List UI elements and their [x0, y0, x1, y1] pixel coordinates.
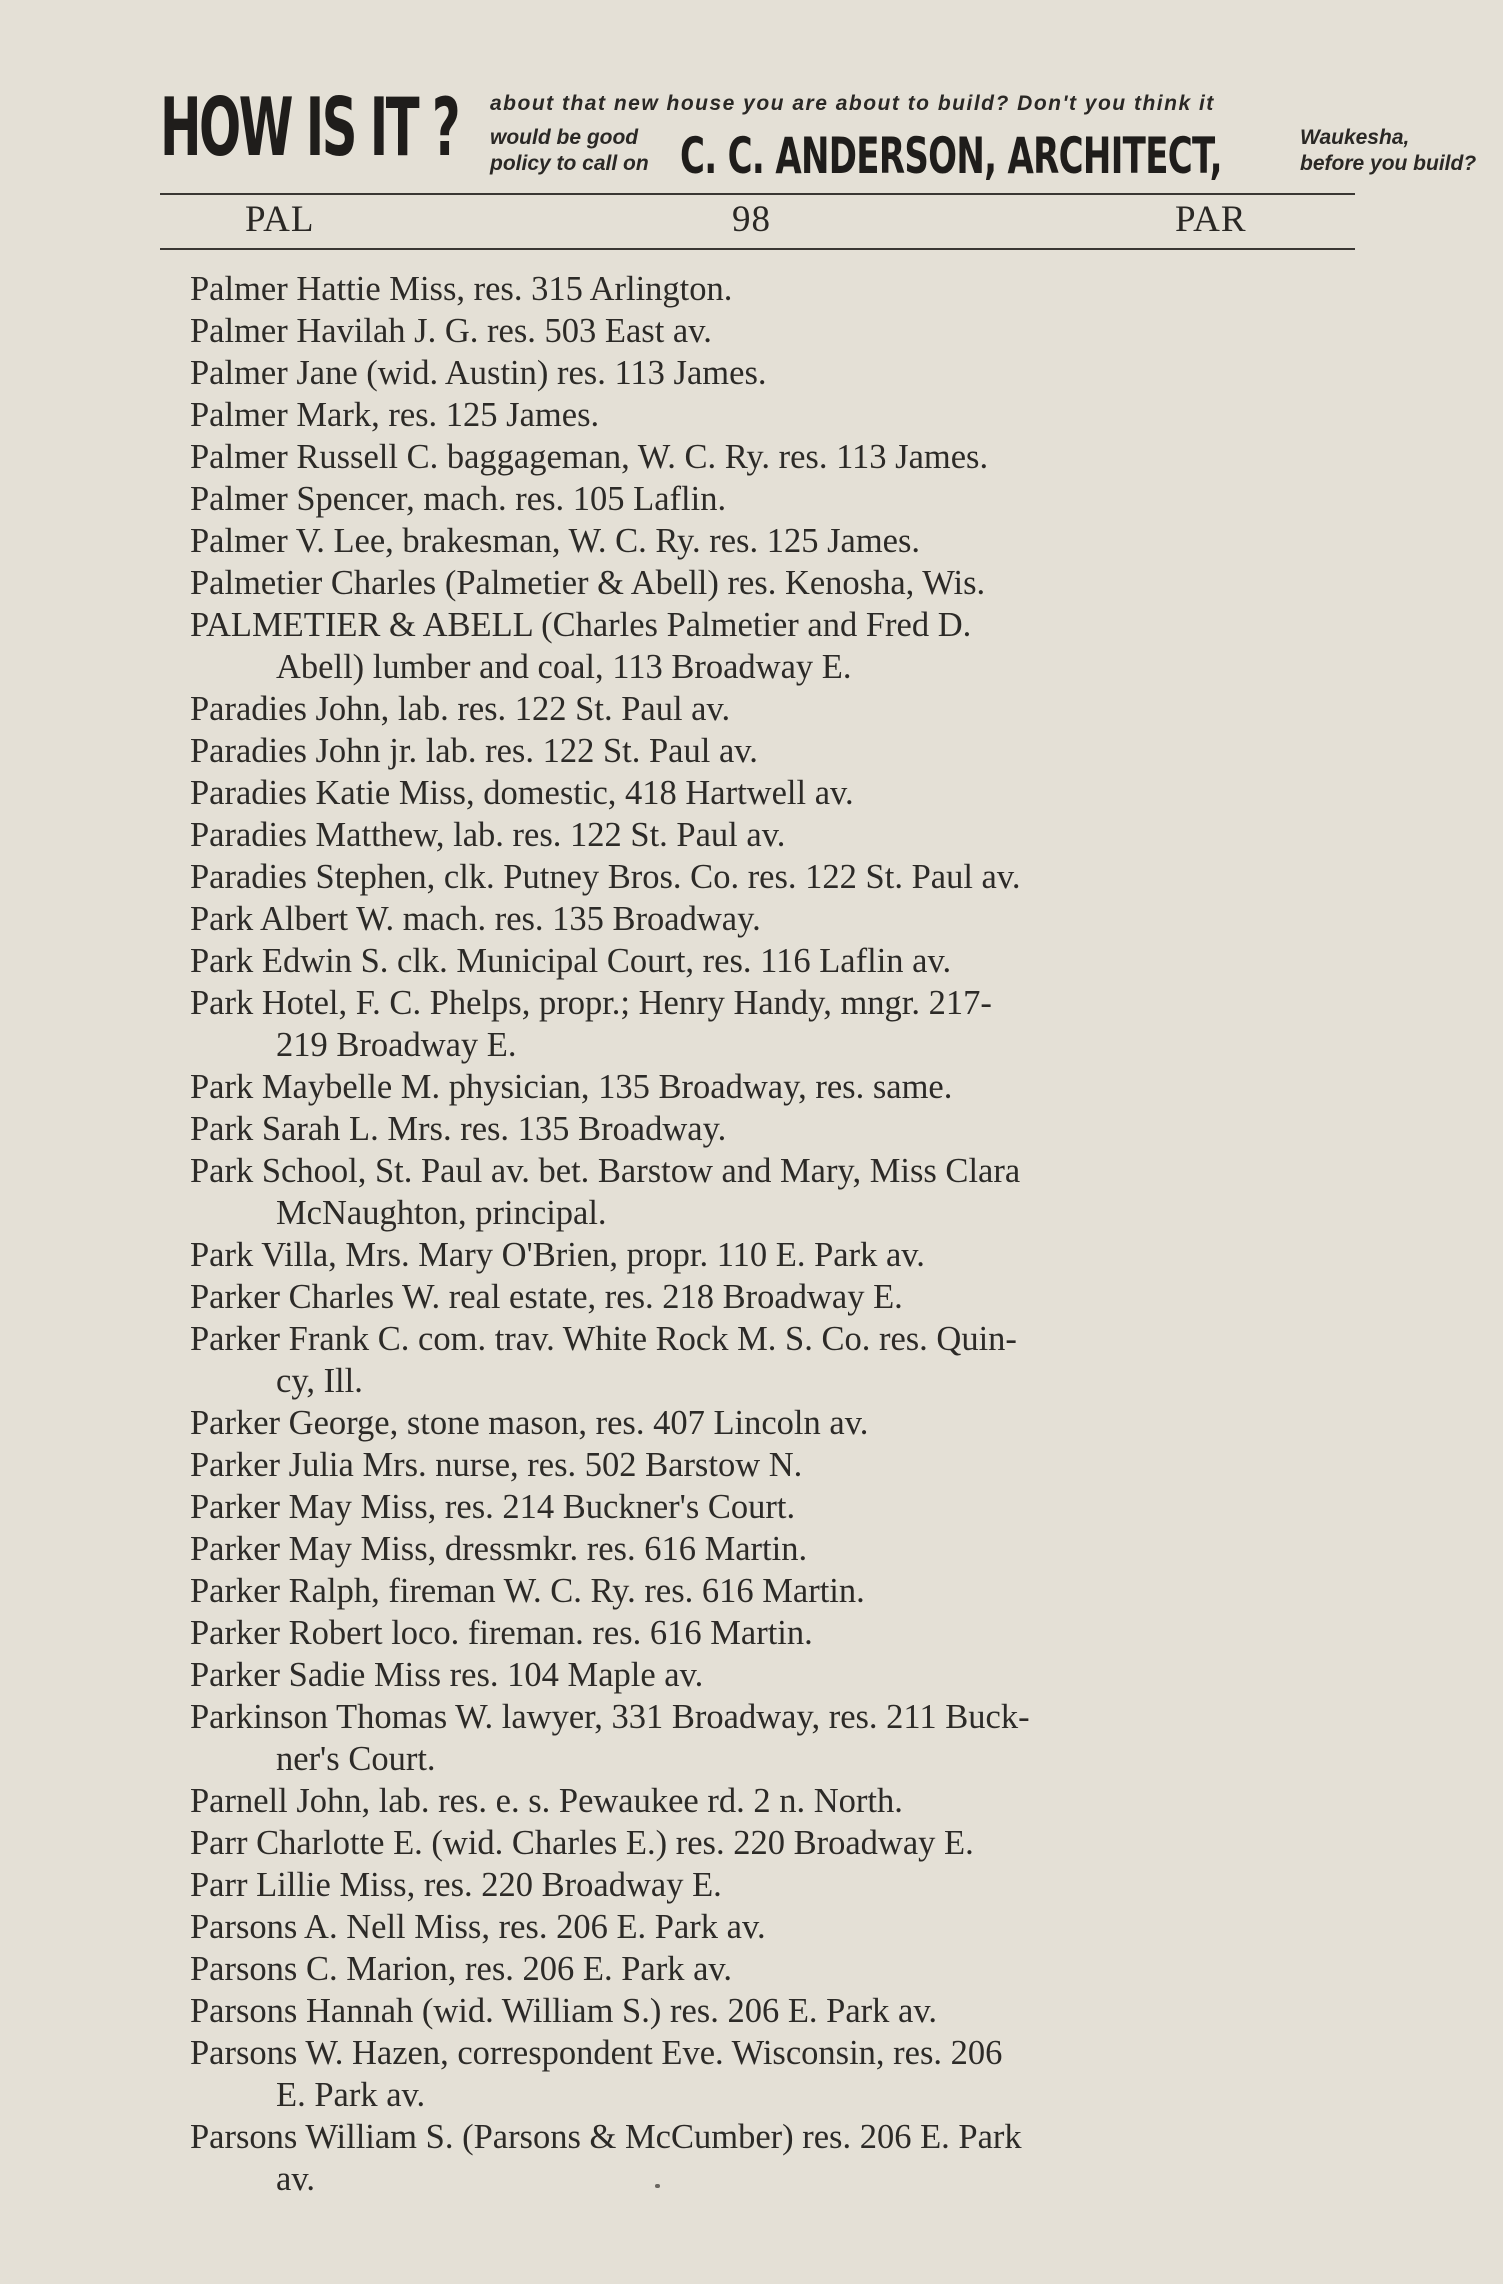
entry-line: Palmer Spencer, mach. res. 105 Laflin.	[190, 480, 727, 518]
directory-entry	[190, 898, 1350, 940]
directory-entry	[190, 2032, 1350, 2116]
directory-entry	[190, 352, 1350, 394]
entry-continuation-line: 219 Broadway E.	[276, 1026, 517, 1064]
entry-line: Park Sarah L. Mrs. res. 135 Broadway.	[190, 1110, 727, 1148]
entry-line: Parsons C. Marion, res. 206 E. Park av.	[190, 1950, 733, 1988]
directory-entry	[190, 604, 1350, 688]
directory-entry	[190, 1486, 1350, 1528]
entry-line: Paradies Katie Miss, domestic, 418 Hartwell av.	[190, 774, 854, 812]
entry-line: Parsons A. Nell Miss, res. 206 E. Park av.	[190, 1908, 766, 1946]
entry-line: Park Edwin S. clk. Municipal Court, res. 116 Laflin av.	[190, 942, 952, 980]
header-rule-top	[160, 193, 1355, 195]
entry-continuation-line: E. Park av.	[276, 2076, 426, 2114]
entry-line: Parker Ralph, fireman W. C. Ry. res. 616 Martin.	[190, 1572, 865, 1610]
entry-line: Paradies John, lab. res. 122 St. Paul av.	[190, 690, 731, 728]
directory-entry	[190, 1444, 1350, 1486]
entry-line: Palmer Mark, res. 125 James.	[190, 396, 600, 434]
directory-entry	[190, 1780, 1350, 1822]
directory-entry	[190, 940, 1350, 982]
entry-line: Palmer Havilah J. G. res. 503 East av.	[190, 312, 712, 350]
directory-entry	[190, 856, 1350, 898]
directory-entry	[190, 268, 1350, 310]
directory-entry	[190, 1108, 1350, 1150]
directory-entry	[190, 1906, 1350, 1948]
entry-line: Parkinson Thomas W. lawyer, 331 Broadway, res. 211 Buck-	[190, 1698, 1030, 1736]
entry-line: Parsons William S. (Parsons & McCumber) res. 206 E. Park	[190, 2118, 1022, 2156]
entry-line: Parker Robert loco. fireman. res. 616 Martin.	[190, 1614, 813, 1652]
directory-entry	[190, 520, 1350, 562]
print-speck	[655, 2184, 660, 2188]
directory-entry	[190, 1276, 1350, 1318]
ad-text-line-5: before you build?	[1300, 152, 1477, 175]
ad-firm-name: C. C. ANDERSON, ARCHITECT,	[680, 127, 1222, 185]
entry-line: Park Albert W. mach. res. 135 Broadway.	[190, 900, 761, 938]
entry-line: Palmetier Charles (Palmetier & Abell) res. Kenosha, Wis.	[190, 564, 986, 602]
entry-line: Parker Sadie Miss res. 104 Maple av.	[190, 1656, 704, 1694]
directory-entry	[190, 688, 1350, 730]
ad-text-line-1: about that new house you are about to build? Don't you think it	[490, 92, 1215, 115]
directory-entry	[190, 2116, 1350, 2200]
running-head-left: PAL	[245, 199, 315, 240]
entry-line: Paradies Matthew, lab. res. 122 St. Paul av.	[190, 816, 786, 854]
entry-line: Palmer Russell C. baggageman, W. C. Ry. res. 113 James.	[190, 438, 989, 476]
entry-line: Parker May Miss, res. 214 Buckner's Court.	[190, 1488, 796, 1526]
ad-text-line-2: would be good	[490, 126, 639, 149]
entry-line: Parr Lillie Miss, res. 220 Broadway E.	[190, 1866, 722, 1904]
ad-text-line-3: policy to call on	[490, 152, 649, 175]
directory-entry	[190, 394, 1350, 436]
page-number: 98	[732, 199, 771, 240]
directory-entry	[190, 982, 1350, 1066]
entry-line: Parr Charlotte E. (wid. Charles E.) res. 220 Broadway E.	[190, 1824, 974, 1862]
directory-entry	[190, 1318, 1350, 1402]
directory-entry	[190, 1864, 1350, 1906]
entry-line: Parnell John, lab. res. e. s. Pewaukee rd. 2 n. North.	[190, 1782, 903, 1820]
entry-line: Park Hotel, F. C. Phelps, propr.; Henry Handy, mngr. 217-	[190, 984, 992, 1022]
entry-line: Park Maybelle M. physician, 135 Broadway, res. same.	[190, 1068, 953, 1106]
entry-line: Parker Frank C. com. trav. White Rock M. S. Co. res. Quin-	[190, 1320, 1017, 1358]
entry-line: Palmer Jane (wid. Austin) res. 113 James.	[190, 354, 767, 392]
ad-headline: HOW IS IT ?	[160, 81, 459, 174]
directory-entry	[190, 436, 1350, 478]
directory-entry	[190, 562, 1350, 604]
directory-entry	[190, 1696, 1350, 1780]
architect-advertisement	[160, 81, 1477, 185]
entry-line: Parker May Miss, dressmkr. res. 616 Martin.	[190, 1530, 808, 1568]
directory-entry	[190, 1654, 1350, 1696]
entry-line: Paradies Stephen, clk. Putney Bros. Co. res. 122 St. Paul av.	[190, 858, 1021, 896]
entry-line: Parsons W. Hazen, correspondent Eve. Wisconsin, res. 206	[190, 2034, 1003, 2072]
directory-entry	[190, 1612, 1350, 1654]
entry-continuation-line: McNaughton, principal.	[276, 1194, 607, 1232]
directory-entry	[190, 730, 1350, 772]
entry-line: Park School, St. Paul av. bet. Barstow and Mary, Miss Clara	[190, 1152, 1021, 1190]
entry-line: Parsons Hannah (wid. William S.) res. 206 E. Park av.	[190, 1992, 937, 2030]
directory-entry	[190, 1402, 1350, 1444]
entry-continuation-line: cy, Ill.	[276, 1362, 363, 1400]
directory-entries	[190, 268, 1350, 2200]
directory-entry	[190, 1066, 1350, 1108]
entry-line: Palmer V. Lee, brakesman, W. C. Ry. res. 125 James.	[190, 522, 921, 560]
entry-line: PALMETIER & ABELL (Charles Palmetier and Fred D.	[190, 606, 972, 644]
directory-entry	[190, 814, 1350, 856]
directory-entry	[190, 1822, 1350, 1864]
directory-entry	[190, 310, 1350, 352]
running-head-right: PAR	[1175, 199, 1247, 240]
entry-line: Parker George, stone mason, res. 407 Lincoln av.	[190, 1404, 869, 1442]
directory-entry	[190, 1150, 1350, 1234]
directory-entry	[190, 1948, 1350, 1990]
directory-entry	[190, 478, 1350, 520]
directory-entry	[190, 1570, 1350, 1612]
entry-continuation-line: Abell) lumber and coal, 113 Broadway E.	[276, 648, 852, 686]
entry-line: Parker Charles W. real estate, res. 218 Broadway E.	[190, 1278, 903, 1316]
entry-continuation-line: av.	[276, 2160, 315, 2198]
entry-line: Park Villa, Mrs. Mary O'Brien, propr. 110 E. Park av.	[190, 1236, 925, 1274]
directory-entry	[190, 1234, 1350, 1276]
entry-line: Parker Julia Mrs. nurse, res. 502 Barstow N.	[190, 1446, 803, 1484]
ad-text-line-4: Waukesha,	[1300, 126, 1410, 149]
entry-continuation-line: ner's Court.	[276, 1740, 436, 1778]
header-rule-bottom	[160, 248, 1355, 250]
directory-entry	[190, 772, 1350, 814]
directory-entry	[190, 1990, 1350, 2032]
entry-line: Paradies John jr. lab. res. 122 St. Paul av.	[190, 732, 758, 770]
directory-entry	[190, 1528, 1350, 1570]
entry-line: Palmer Hattie Miss, res. 315 Arlington.	[190, 270, 733, 308]
